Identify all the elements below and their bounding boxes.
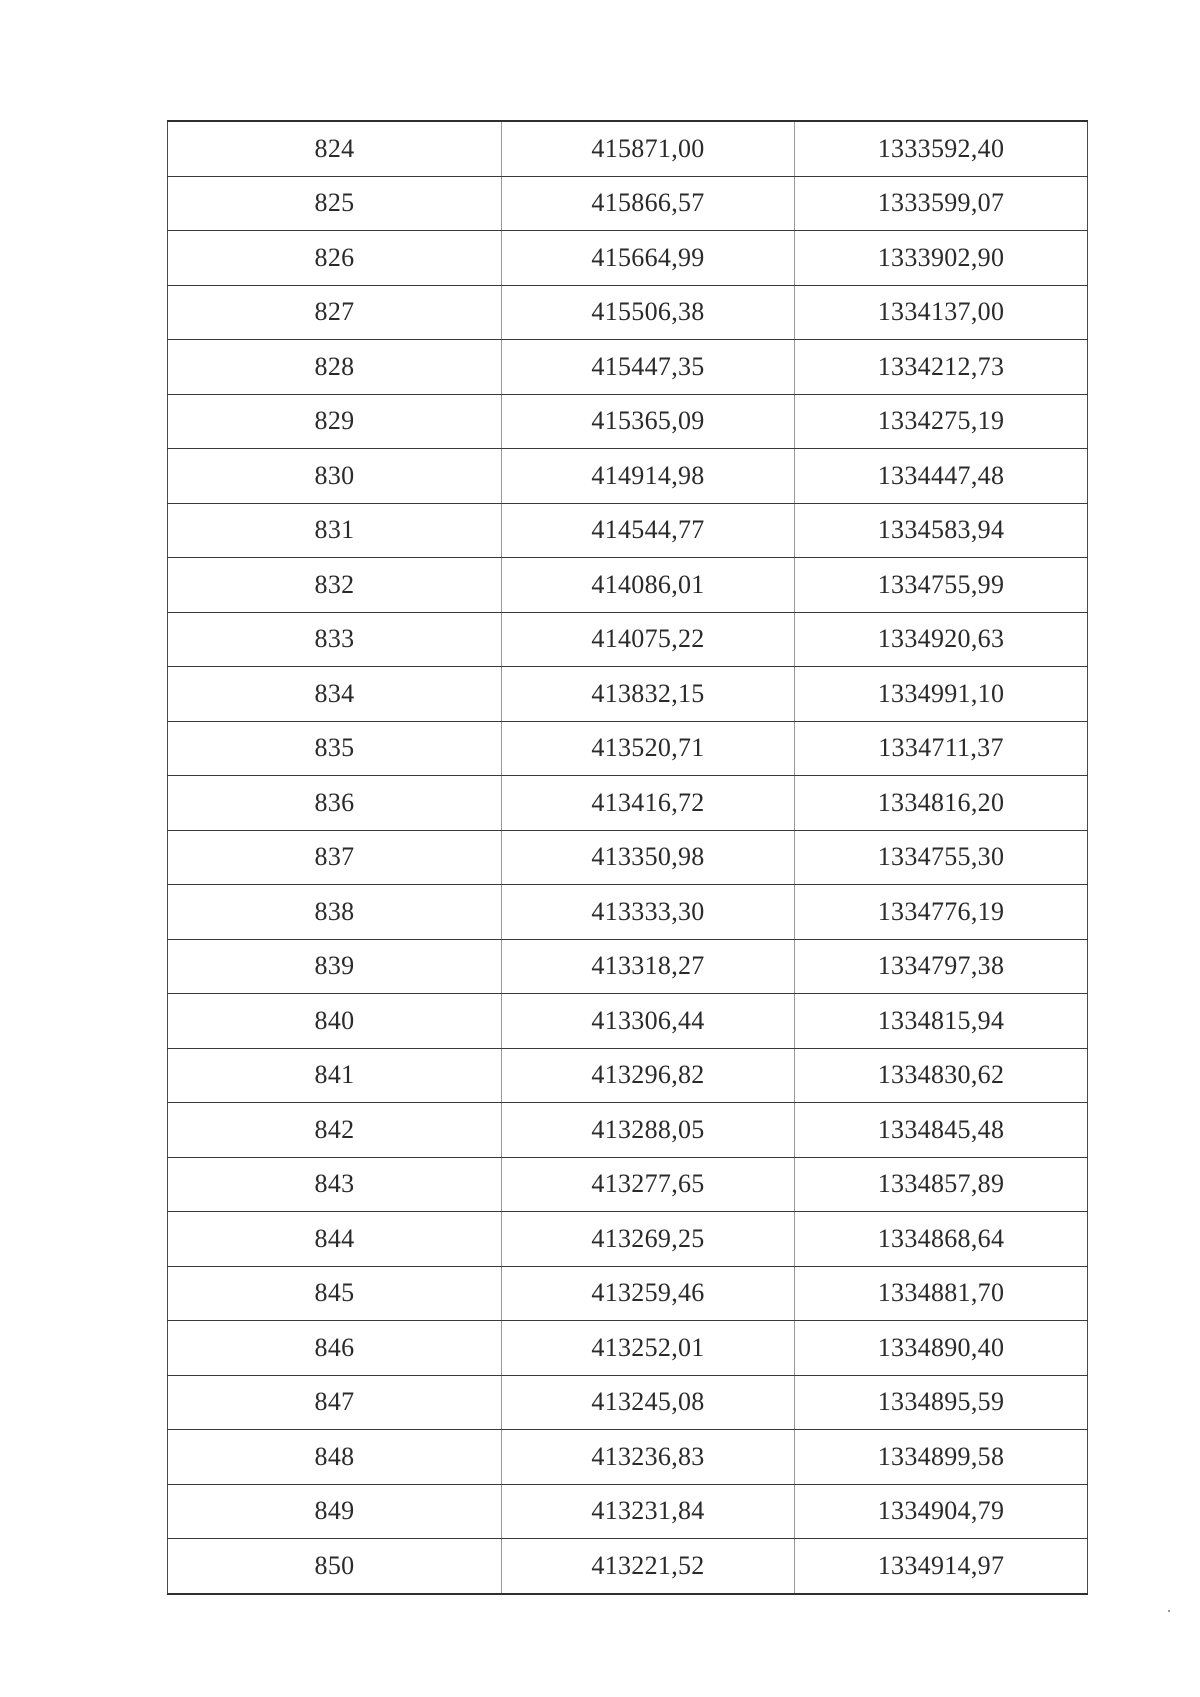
point-number-cell: 831 [168, 503, 502, 558]
y-coordinate-cell: 1334920,63 [795, 612, 1088, 667]
x-coordinate-cell: 413252,01 [502, 1321, 795, 1376]
table-row [168, 503, 1088, 558]
x-coordinate-cell: 413296,82 [502, 1048, 795, 1103]
coordinates-table-body [168, 121, 1088, 1594]
y-coordinate-cell: 1334755,99 [795, 558, 1088, 613]
y-coordinate-cell: 1333592,40 [795, 121, 1088, 176]
point-number-cell: 839 [168, 939, 502, 994]
y-coordinate-cell: 1334881,70 [795, 1266, 1088, 1321]
y-coordinate-cell: 1334275,19 [795, 394, 1088, 449]
point-number-cell: 844 [168, 1212, 502, 1267]
x-coordinate-cell: 415871,00 [502, 121, 795, 176]
x-coordinate-cell: 413221,52 [502, 1539, 795, 1594]
point-number-cell: 847 [168, 1375, 502, 1430]
point-number-cell: 849 [168, 1484, 502, 1539]
point-number-cell: 843 [168, 1157, 502, 1212]
x-coordinate-cell: 413269,25 [502, 1212, 795, 1267]
point-number-cell: 824 [168, 121, 502, 176]
y-coordinate-cell: 1334815,94 [795, 994, 1088, 1049]
table-row [168, 558, 1088, 613]
point-number-cell: 830 [168, 449, 502, 504]
table-row [168, 1375, 1088, 1430]
table-row [168, 612, 1088, 667]
point-number-cell: 845 [168, 1266, 502, 1321]
x-coordinate-cell: 415664,99 [502, 231, 795, 286]
y-coordinate-cell: 1334991,10 [795, 667, 1088, 722]
point-number-cell: 828 [168, 340, 502, 395]
point-number-cell: 833 [168, 612, 502, 667]
x-coordinate-cell: 413350,98 [502, 830, 795, 885]
point-number-cell: 842 [168, 1103, 502, 1158]
point-number-cell: 836 [168, 776, 502, 831]
y-coordinate-cell: 1334447,48 [795, 449, 1088, 504]
x-coordinate-cell: 413416,72 [502, 776, 795, 831]
table-row [168, 1103, 1088, 1158]
y-coordinate-cell: 1334895,59 [795, 1375, 1088, 1430]
y-coordinate-cell: 1334797,38 [795, 939, 1088, 994]
y-coordinate-cell: 1334711,37 [795, 721, 1088, 776]
y-coordinate-cell: 1334212,73 [795, 340, 1088, 395]
table-row [168, 1048, 1088, 1103]
y-coordinate-cell: 1334137,00 [795, 285, 1088, 340]
table-row [168, 667, 1088, 722]
y-coordinate-cell: 1334899,58 [795, 1430, 1088, 1485]
x-coordinate-cell: 415447,35 [502, 340, 795, 395]
table-row [168, 939, 1088, 994]
point-number-cell: 826 [168, 231, 502, 286]
x-coordinate-cell: 415365,09 [502, 394, 795, 449]
table-row [168, 231, 1088, 286]
x-coordinate-cell: 413832,15 [502, 667, 795, 722]
x-coordinate-cell: 413288,05 [502, 1103, 795, 1158]
point-number-cell: 846 [168, 1321, 502, 1376]
point-number-cell: 827 [168, 285, 502, 340]
y-coordinate-cell: 1333599,07 [795, 176, 1088, 231]
scan-speck [1168, 1610, 1170, 1612]
y-coordinate-cell: 1334830,62 [795, 1048, 1088, 1103]
point-number-cell: 838 [168, 885, 502, 940]
x-coordinate-cell: 413245,08 [502, 1375, 795, 1430]
table-row [168, 830, 1088, 885]
x-coordinate-cell: 415866,57 [502, 176, 795, 231]
table-row [168, 994, 1088, 1049]
y-coordinate-cell: 1334583,94 [795, 503, 1088, 558]
x-coordinate-cell: 414544,77 [502, 503, 795, 558]
table-row [168, 394, 1088, 449]
point-number-cell: 840 [168, 994, 502, 1049]
table-row [168, 1266, 1088, 1321]
point-number-cell: 825 [168, 176, 502, 231]
x-coordinate-cell: 413259,46 [502, 1266, 795, 1321]
x-coordinate-cell: 413333,30 [502, 885, 795, 940]
y-coordinate-cell: 1334755,30 [795, 830, 1088, 885]
y-coordinate-cell: 1334868,64 [795, 1212, 1088, 1267]
point-number-cell: 837 [168, 830, 502, 885]
x-coordinate-cell: 413306,44 [502, 994, 795, 1049]
x-coordinate-cell: 413520,71 [502, 721, 795, 776]
table-row [168, 1539, 1088, 1594]
y-coordinate-cell: 1334845,48 [795, 1103, 1088, 1158]
x-coordinate-cell: 413318,27 [502, 939, 795, 994]
coordinates-table [167, 120, 1088, 1595]
table-row [168, 285, 1088, 340]
table-row [168, 121, 1088, 176]
table-row [168, 176, 1088, 231]
y-coordinate-cell: 1334890,40 [795, 1321, 1088, 1376]
point-number-cell: 841 [168, 1048, 502, 1103]
y-coordinate-cell: 1334904,79 [795, 1484, 1088, 1539]
table-row [168, 1430, 1088, 1485]
point-number-cell: 848 [168, 1430, 502, 1485]
point-number-cell: 850 [168, 1539, 502, 1594]
table-row [168, 340, 1088, 395]
x-coordinate-cell: 415506,38 [502, 285, 795, 340]
y-coordinate-cell: 1334857,89 [795, 1157, 1088, 1212]
table-row [168, 885, 1088, 940]
x-coordinate-cell: 413231,84 [502, 1484, 795, 1539]
table-row [168, 1484, 1088, 1539]
y-coordinate-cell: 1334914,97 [795, 1539, 1088, 1594]
table-row [168, 1212, 1088, 1267]
table-row [168, 776, 1088, 831]
table-row [168, 449, 1088, 504]
x-coordinate-cell: 413277,65 [502, 1157, 795, 1212]
point-number-cell: 834 [168, 667, 502, 722]
point-number-cell: 835 [168, 721, 502, 776]
x-coordinate-cell: 414914,98 [502, 449, 795, 504]
y-coordinate-cell: 1334776,19 [795, 885, 1088, 940]
x-coordinate-cell: 413236,83 [502, 1430, 795, 1485]
table-row [168, 1157, 1088, 1212]
x-coordinate-cell: 414075,22 [502, 612, 795, 667]
table-row [168, 1321, 1088, 1376]
x-coordinate-cell: 414086,01 [502, 558, 795, 613]
table-row [168, 721, 1088, 776]
point-number-cell: 832 [168, 558, 502, 613]
y-coordinate-cell: 1333902,90 [795, 231, 1088, 286]
point-number-cell: 829 [168, 394, 502, 449]
y-coordinate-cell: 1334816,20 [795, 776, 1088, 831]
